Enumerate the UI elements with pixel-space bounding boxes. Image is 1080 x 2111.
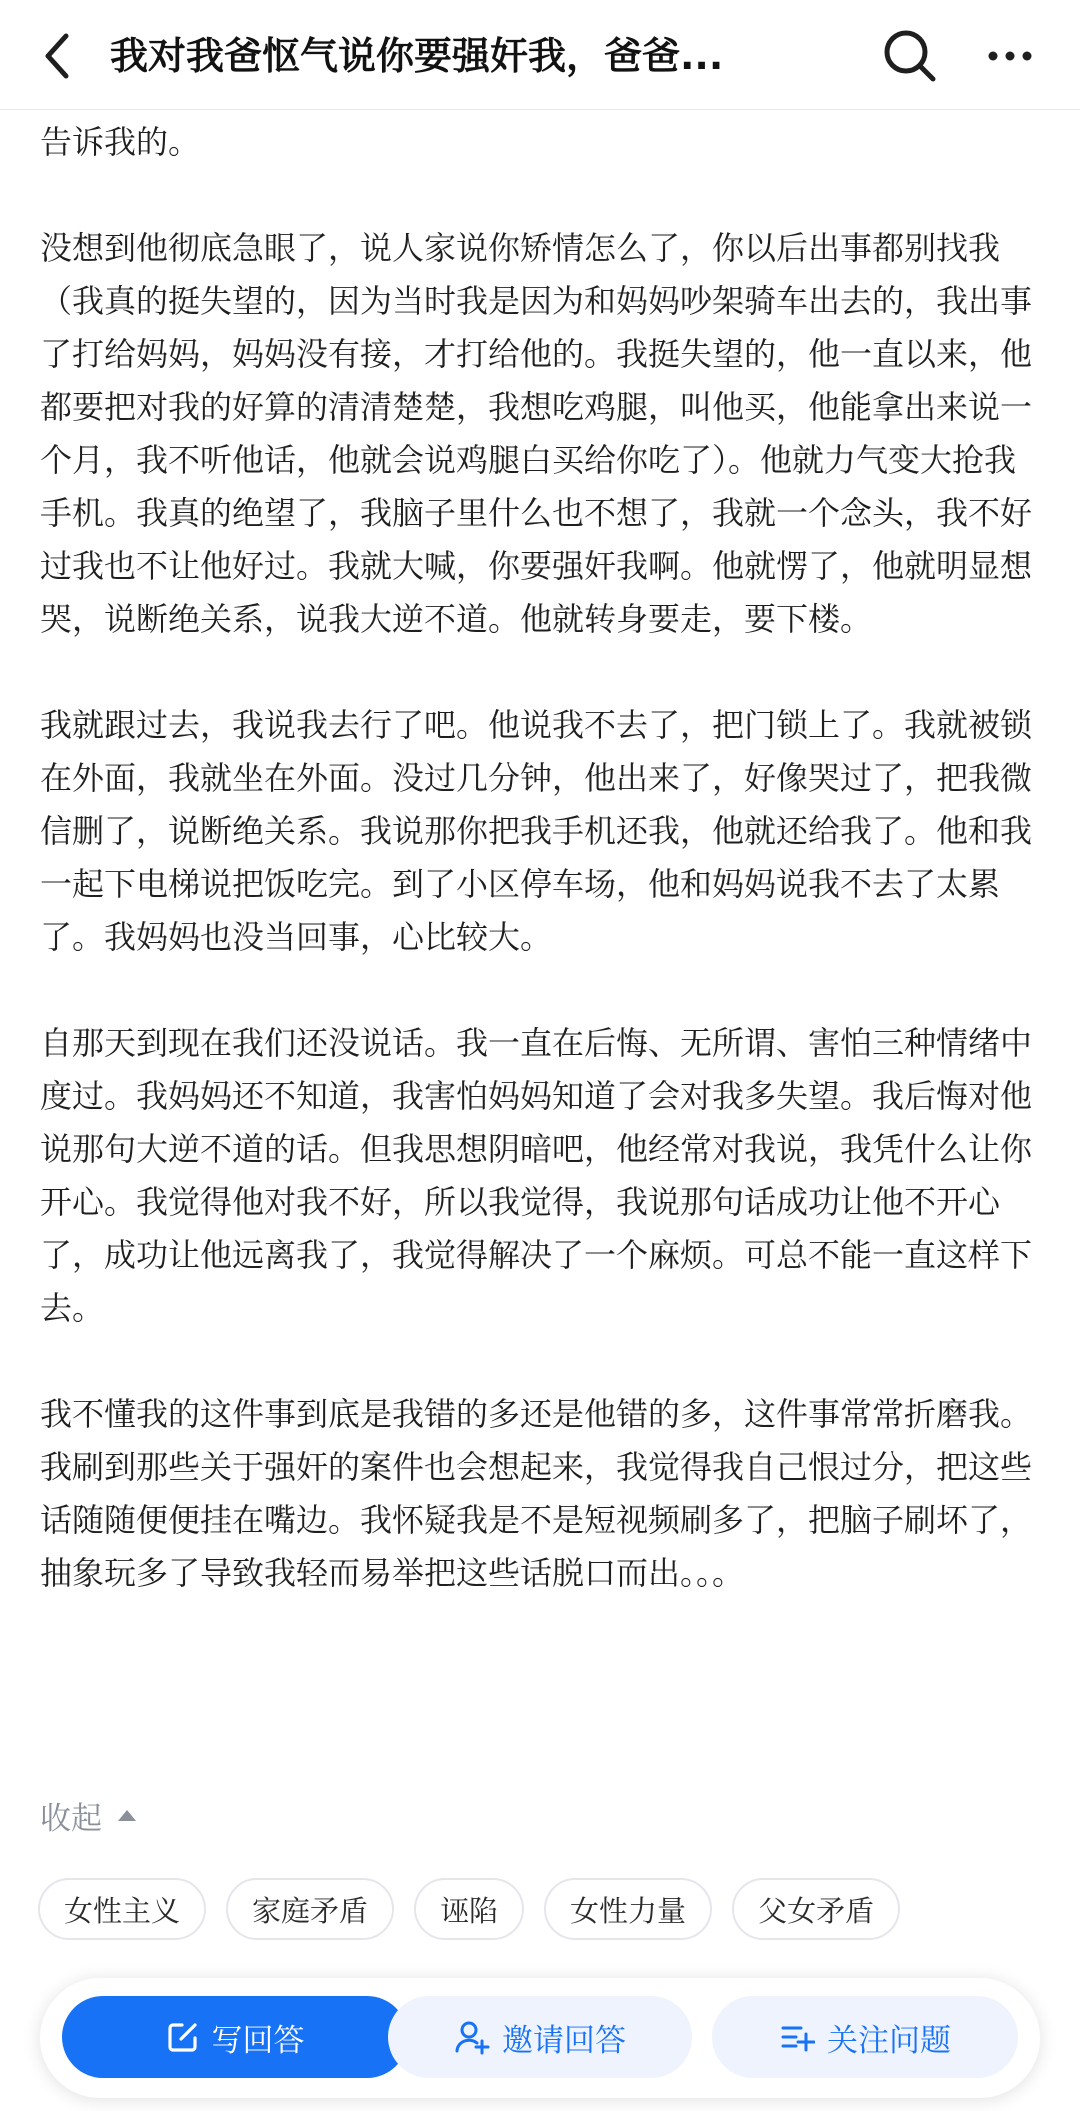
paragraph: 我就跟过去，我说我去行了吧。他说我不去了，把门锁上了。我就被锁在外面，我就坐在外面。没过几分钟，他出来了，好像哭过了，把我微信删了，说断绝关系。我说那你把我手机还我，他就还给我了。他和我一起下电梯说把饭吃完。到了小区停车场，他和妈妈说我不去了太累了。我妈妈也没当回事，心比较大。 xyxy=(40,706,1033,956)
collapse-button[interactable] xyxy=(40,1790,136,1840)
invite-answer-button[interactable] xyxy=(388,1996,692,2078)
paragraph: 没想到他彻底急眼了，说人家说你矫情怎么了，你以后出事都别找我（我真的挺失望的，因为当时我是因为和妈妈吵架骑车出去的，我出事了打给妈妈，妈妈没有接，才打给他的。我挺失望的，他一直以来，他都要把对我的好算的清清楚楚，我想吃鸡腿，叫他买，他能拿出来说一个月，我不听他话，他就会说鸡腿白买给你吃了）。他就力气变大抢我手机。我真的绝望了，我脑子里什么也不想了，我就一个念头，我不好过我也不让他好过。我就大喊，你要强奸我啊。他就愣了，他就明显想哭，说断绝关系，说我大逆不道。他就转身要走，要下楼。 xyxy=(40,229,1033,638)
search-icon[interactable] xyxy=(880,26,940,86)
back-arrow-icon[interactable] xyxy=(38,28,78,84)
follow-list-icon xyxy=(779,2019,815,2055)
more-icon[interactable] xyxy=(985,36,1035,76)
paragraph: 我不懂我的这件事到底是我错的多还是他错的多，这件事常常折磨我。我刷到那些关于强奸的案件也会想起来，我觉得我自己恨过分，把这些话随随便便挂在嘴边。我怀疑我是不是短视频刷多了，把脑子刷坏了，抽象玩多了导致我轻而易举把这些话脱口而出。。。 xyxy=(40,1395,1033,1592)
bottom-action-bar xyxy=(40,1978,1040,2098)
follow-question-label: 关注问题 xyxy=(827,2022,951,2059)
follow-question-button[interactable] xyxy=(712,1996,1018,2078)
collapse-label: 收起 xyxy=(40,1800,102,1837)
caret-up-icon xyxy=(118,1810,136,1821)
edit-icon xyxy=(166,2020,200,2054)
paragraph: 告诉我的。 xyxy=(40,123,201,161)
tag[interactable]: 父女矛盾 xyxy=(732,1878,900,1940)
invite-user-icon xyxy=(454,2019,490,2055)
top-bar xyxy=(0,0,1080,110)
write-answer-label: 写回答 xyxy=(211,2022,305,2059)
paragraph: 自那天到现在我们还没说话。我一直在后悔、无所谓、害怕三种情绪中度过。我妈妈还不知道，我害怕妈妈知道了会对我多失望。我后悔对他说那句大逆不道的话。但我思想阴暗吧，他经常对我说，我凭什么让你开心。我觉得他对我不好，所以我觉得，我说那句话成功让他不开心了，成功让他远离我了，我觉得解决了一个麻烦。可总不能一直这样下去。 xyxy=(40,1024,1033,1327)
tag[interactable]: 家庭矛盾 xyxy=(226,1878,394,1940)
write-answer-button[interactable] xyxy=(62,1996,408,2078)
answer-content xyxy=(40,116,1040,1653)
tag[interactable]: 女性主义 xyxy=(38,1878,206,1940)
tag[interactable]: 女性力量 xyxy=(544,1878,712,1940)
tag[interactable]: 诬陷 xyxy=(414,1878,524,1940)
invite-answer-label: 邀请回答 xyxy=(502,2022,626,2059)
topic-tags xyxy=(38,1878,900,1940)
question-title[interactable]: 我对我爸怄气说你要强奸我，爸爸... xyxy=(110,34,724,78)
